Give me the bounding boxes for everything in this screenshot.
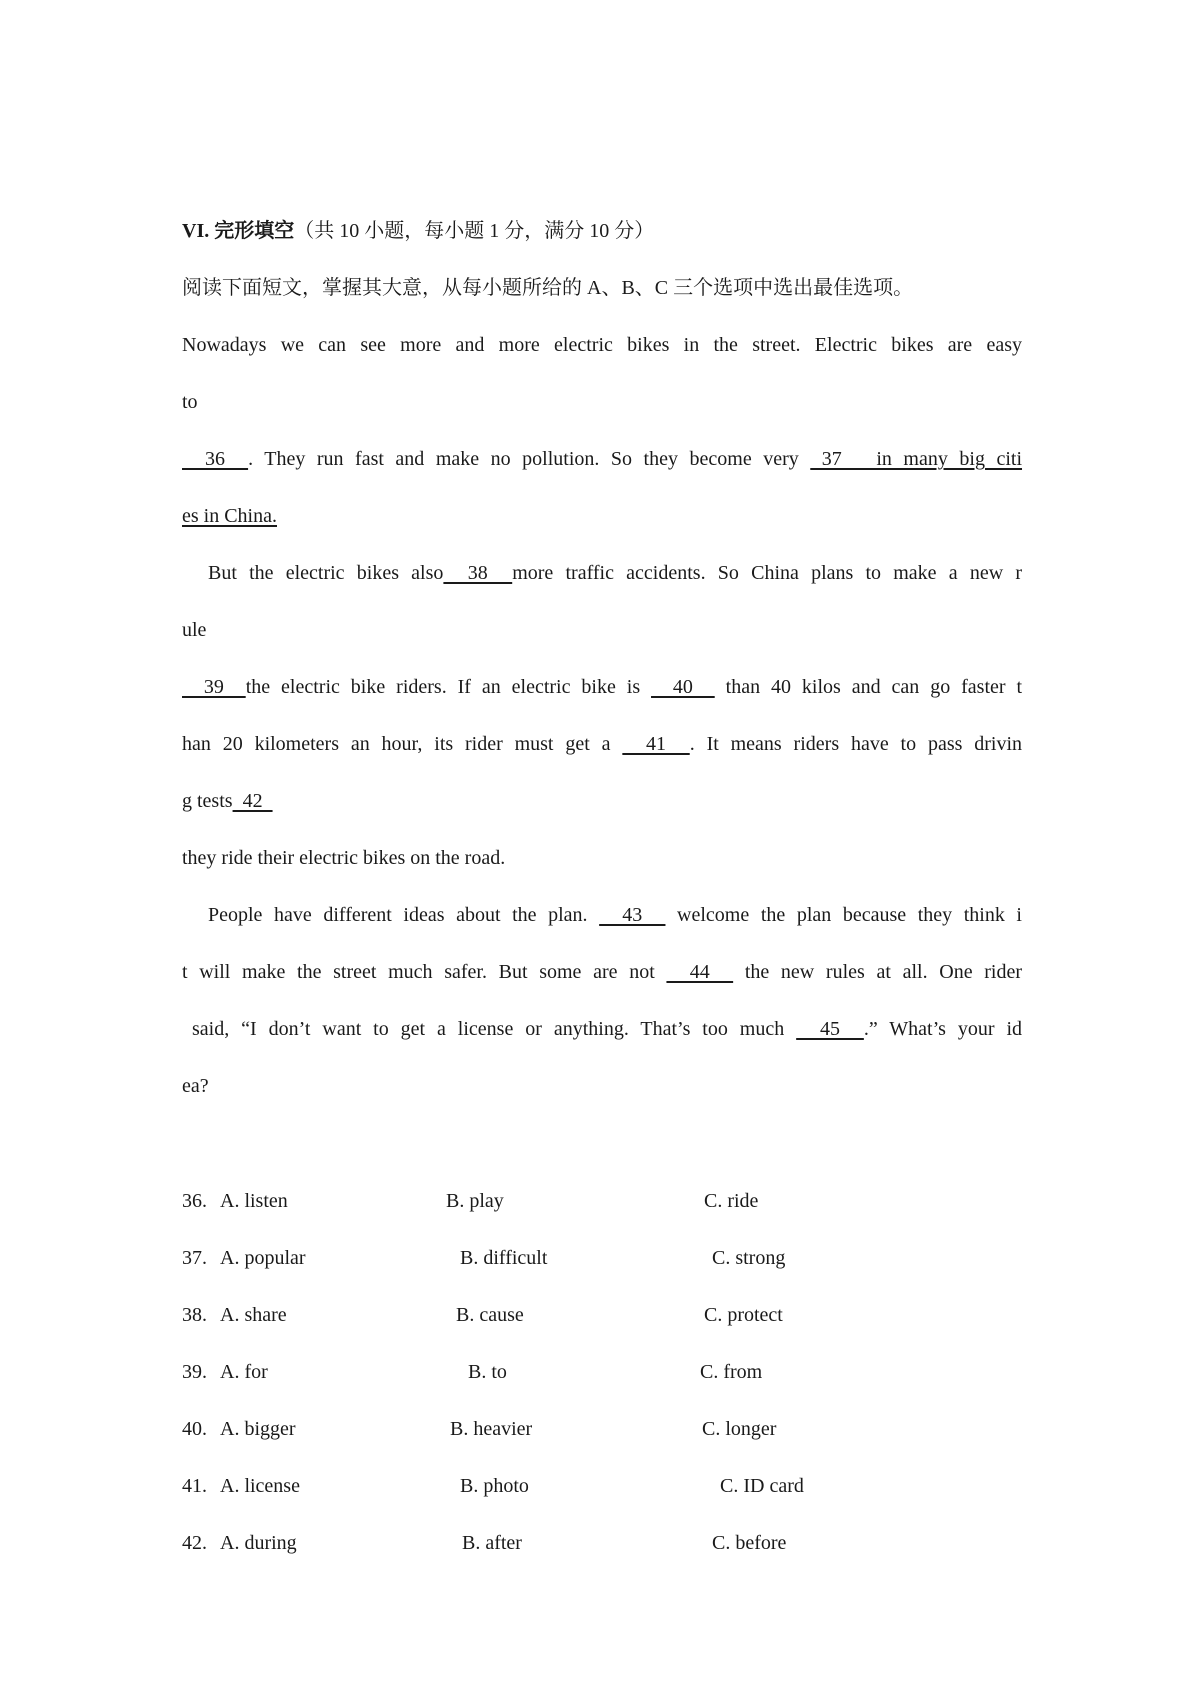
option-number: 41. xyxy=(182,1475,207,1497)
blank-45: 45 xyxy=(796,1018,864,1040)
blank-43: 43 xyxy=(599,904,666,926)
option-b: B. heavier xyxy=(450,1418,533,1440)
blank-36: 36 xyxy=(182,448,249,470)
option-a: A. for xyxy=(220,1361,268,1383)
blank-42: 42 xyxy=(232,790,273,812)
passage-line-5: But the electric bikes also 38 more traffic accidents. So China plans to make a new r xyxy=(208,562,1023,584)
option-c: C. before xyxy=(712,1532,787,1554)
section-heading xyxy=(182,218,654,244)
option-a: A. license xyxy=(220,1475,300,1497)
passage-line-13: said, “I don’t want to get a license or anything. That’s too much 45 .” What’s your id xyxy=(192,1018,1023,1040)
passage-line-14: ea? xyxy=(182,1075,209,1097)
option-a: A. during xyxy=(220,1532,297,1554)
option-a: A. popular xyxy=(220,1247,306,1269)
blank-39: 39 xyxy=(182,676,246,698)
option-c: C. ride xyxy=(704,1190,759,1212)
passage-line-8: han 20 kilometers an hour, its rider must get a 41 . It means riders have to pass drivin xyxy=(182,733,1022,755)
option-b: B. to xyxy=(468,1361,507,1383)
option-number: 42. xyxy=(182,1532,207,1554)
blank-37: 37 in many big citi xyxy=(810,448,1023,470)
option-number: 36. xyxy=(182,1190,207,1212)
passage-line-3: 36 . They run fast and make no pollution. So they become very 37 in many big citi xyxy=(182,448,1023,470)
passage-line-2: to xyxy=(182,391,198,413)
blank-41: 41 xyxy=(622,733,690,755)
passage-line-6: ule xyxy=(182,619,207,641)
option-c: C. ID card xyxy=(720,1475,804,1497)
blank-38: 38 xyxy=(443,562,513,584)
option-b: B. photo xyxy=(460,1475,529,1497)
option-number: 39. xyxy=(182,1361,207,1383)
option-c: C. from xyxy=(700,1361,763,1383)
option-b: B. cause xyxy=(456,1304,524,1326)
passage-line-10: they ride their electric bikes on the road. xyxy=(182,847,506,869)
instruction-text: 阅读下面短文，掌握其大意，从每小题所给的 A、B、C 三个选项中选出最佳选项。 xyxy=(182,277,914,299)
option-b: B. after xyxy=(462,1532,522,1554)
section-title: 完形填空 xyxy=(214,220,295,242)
passage-line-12: t will make the street much safer. But some are not 44 the new rules at all. One rider xyxy=(182,961,1022,983)
option-a: A. listen xyxy=(220,1190,288,1212)
blank-40: 40 xyxy=(651,676,715,698)
section-number: VI. xyxy=(182,220,210,242)
option-number: 38. xyxy=(182,1304,207,1326)
option-a: A. share xyxy=(220,1304,287,1326)
option-b: B. difficult xyxy=(460,1247,548,1269)
option-b: B. play xyxy=(446,1190,504,1212)
option-c: C. strong xyxy=(712,1247,786,1269)
passage-line-7: 39 the electric bike riders. If an electric bike is 40 than 40 kilos and can go faster t xyxy=(182,676,1023,698)
passage-line-4: es in China. xyxy=(182,505,277,527)
passage-line-9: g tests 42 xyxy=(182,790,273,812)
option-number: 37. xyxy=(182,1247,207,1269)
option-a: A. bigger xyxy=(220,1418,296,1440)
passage-line-11: People have different ideas about the plan. 43 welcome the plan because they think i xyxy=(208,904,1022,926)
blank-44: 44 xyxy=(666,961,734,983)
section-title-detail: （共 10 小题，每小题 1 分，满分 10 分） xyxy=(294,220,655,242)
option-c: C. longer xyxy=(702,1418,777,1440)
option-c: C. protect xyxy=(704,1304,783,1326)
option-number: 40. xyxy=(182,1418,207,1440)
passage-line-1: Nowadays we can see more and more electric bikes in the street. Electric bikes are easy xyxy=(182,334,1022,356)
